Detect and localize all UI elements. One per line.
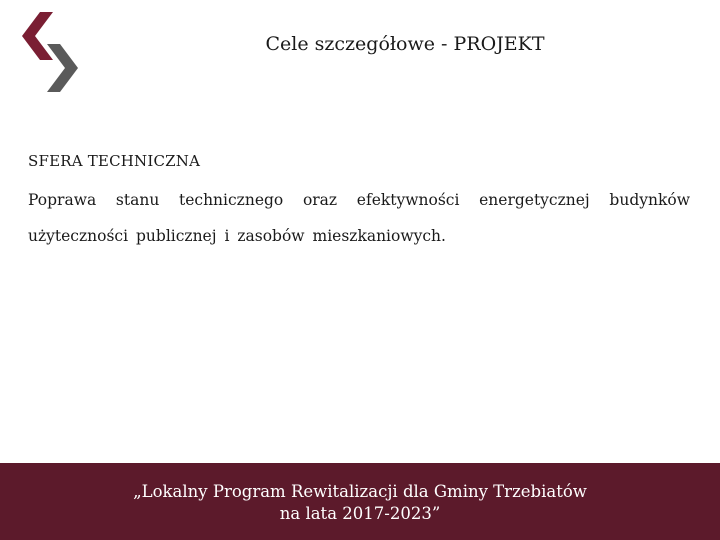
- footer-program-name: „Lokalny Program Rewitalizacji dla Gminy Trzebiatów: [133, 482, 587, 501]
- chevron-brackets-logo: [22, 12, 78, 92]
- section-heading: SFERA TECHNICZNA: [28, 152, 201, 170]
- content-body: [28, 150, 690, 254]
- slide-title: Cele szczegółowe - PROJEKT: [265, 33, 545, 55]
- objective-paragraph: Poprawa stanu technicznego oraz efektywności energetycznej budynków użyteczności publicznej i zasobów mieszkaniowych.: [28, 191, 690, 245]
- footer-banner: [0, 463, 720, 540]
- logo-right-chevron: [47, 44, 78, 92]
- footer-program-years: na lata 2017-2023”: [279, 504, 441, 523]
- logo-left-chevron: [22, 12, 53, 60]
